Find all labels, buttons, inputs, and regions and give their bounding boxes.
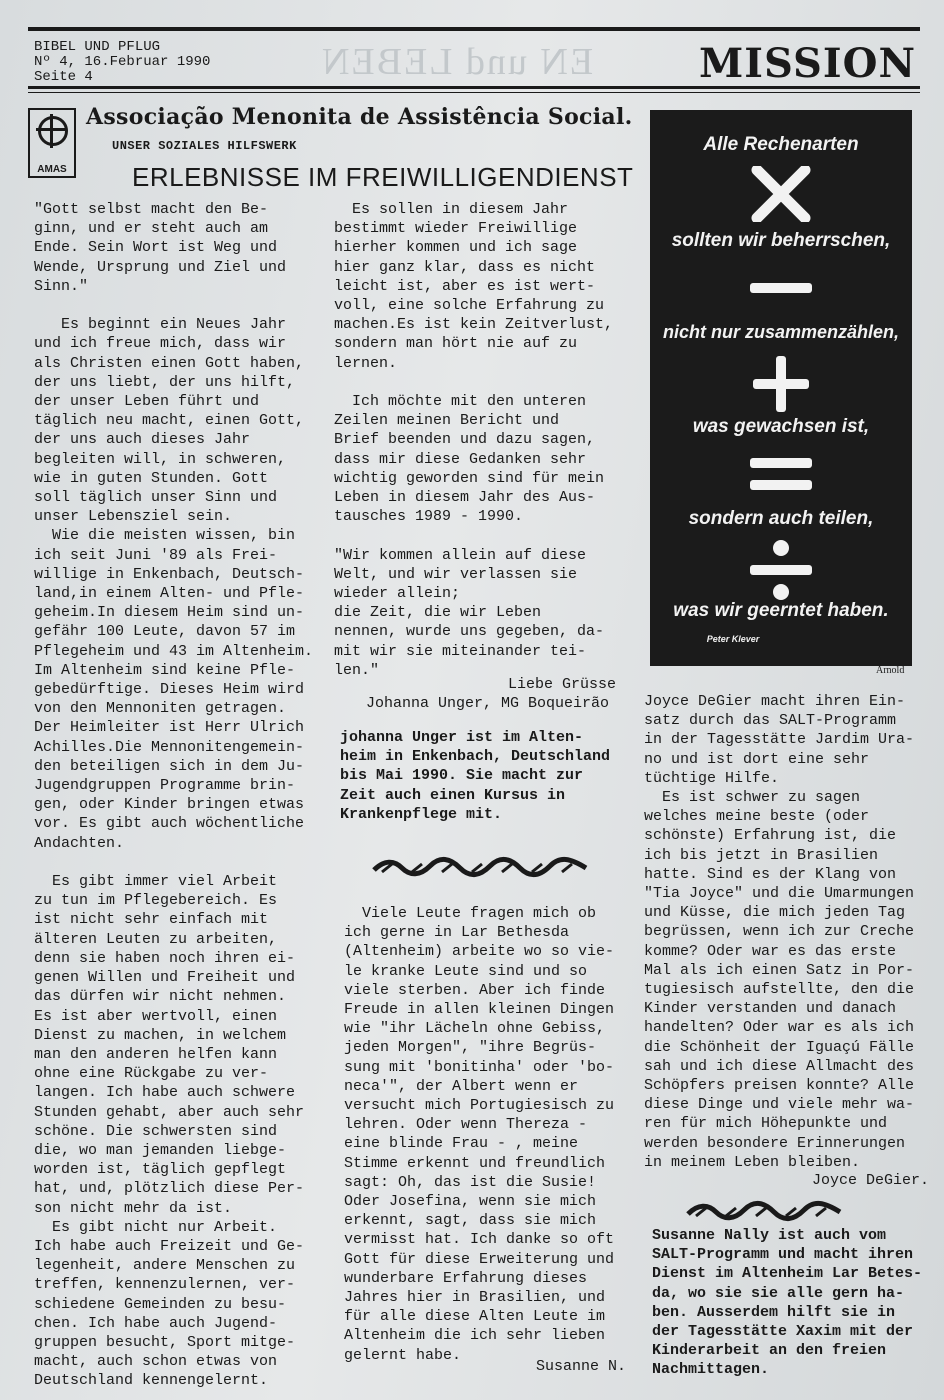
logo-text: AMAS	[37, 164, 67, 175]
text-line: len."	[334, 661, 380, 679]
top-rule	[28, 27, 920, 31]
text-line: Es ist aber wertvoll, einen	[34, 1007, 278, 1025]
column-2-note	[340, 728, 640, 824]
text-line: nennen, wurde uns gegeben, da-	[334, 623, 605, 641]
text-line: erkennt, sagt, dass sie mich	[344, 1212, 597, 1230]
text-line: werden besondere Erinnerungen	[644, 1134, 906, 1152]
text-line: und Küsse, die mich jeden Tag	[644, 904, 906, 922]
text-line: Dienst im Altenheim Lar Betes-	[652, 1265, 923, 1283]
text-line: neca'", der Albert wenn er	[344, 1077, 579, 1095]
text-line: Joyce DeGier macht ihren Ein-	[644, 693, 906, 710]
text-line: Oder Josefina, wenn sie mich	[344, 1193, 597, 1211]
text-line: wie in guten Stunden. Gott	[34, 469, 269, 487]
text-line: SALT-Programm und macht ihren	[652, 1246, 914, 1264]
text-line: viele sterben. Aber ich finde	[344, 981, 606, 999]
text-line: handelten? Oder war es als ich	[644, 1019, 915, 1037]
text-line: "Tia Joyce" und die Umarmungen	[644, 885, 915, 903]
equals-icon	[748, 454, 814, 494]
amas-logo	[28, 108, 76, 178]
text-line: Mal als ich einen Satz in Por-	[644, 961, 915, 979]
squiggle-divider-icon	[372, 856, 588, 880]
text-line: sondern man hört nie auf zu	[334, 335, 578, 353]
text-line: Zeilen meinen Bericht und	[334, 412, 560, 430]
text-line: bestimmt wieder Freiwillige	[334, 220, 578, 238]
signoff-greeting: Liebe Grüsse	[508, 676, 617, 693]
text-line: Ende. Sein Wort ist Weg und	[34, 239, 278, 257]
text-line: der uns auch dieses Jahr	[34, 431, 251, 449]
text-line: Leben in diesem Jahr des Aus-	[334, 489, 596, 507]
text-line: der unser Leben führt und	[34, 393, 260, 411]
text-line: Zeit auch einen Kursus in	[340, 786, 566, 804]
signoff-joyce: Joyce DeGier.	[812, 1172, 930, 1189]
text-line: Es gibt nicht nur Arbeit.	[34, 1218, 278, 1236]
poster-line-3: nicht nur zusammenzählen,	[662, 322, 900, 342]
text-line: Es ist schwer zu sagen	[644, 789, 861, 807]
text-line: ich seit Juni '89 als Frei-	[34, 546, 278, 564]
column-1	[34, 200, 334, 1391]
text-line: Kinderarbeit an den freien	[652, 1342, 887, 1360]
text-line: Der Heimleiter ist Herr Ulrich	[34, 719, 305, 737]
text-line: den beteiligen sich in dem Ju-	[34, 757, 305, 775]
text-line: ich gerne in Lar Bethesda	[344, 924, 570, 942]
organization-subtitle: UNSER SOZIALES HILFSWERK	[112, 139, 297, 153]
text-line: welches meine beste (oder	[644, 808, 870, 826]
text-line: Welt, und wir verlassen sie	[334, 565, 578, 583]
squiggle-divider-2-icon	[686, 1200, 842, 1224]
text-line: treffen, kennenzulernen, ver-	[34, 1276, 296, 1294]
text-line: gebedürftige. Dieses Heim wird	[34, 681, 305, 699]
text-line: voll, eine solche Erfahrung zu	[334, 297, 605, 315]
text-line: vermisst hat. Ich danke so oft	[344, 1231, 615, 1249]
text-line: johanna Unger ist im Alten-	[340, 729, 584, 746]
column-2-story	[344, 904, 644, 1365]
text-line: ren für mich Höhepunkte und	[644, 1115, 888, 1133]
text-line: ben. Ausserdem hilft sie in	[652, 1303, 896, 1321]
section-title: MISSION	[699, 40, 916, 87]
text-line: der Tagesstätte Xaxim mit der	[652, 1323, 914, 1341]
poster-line-1: Alle Rechenarten	[703, 134, 859, 155]
text-line: Krankenpflege mit.	[340, 805, 503, 823]
text-line: ist nicht sehr einfach mit	[34, 911, 269, 929]
minus-icon	[748, 280, 814, 296]
text-line: worden ist, täglich gepflegt	[34, 1161, 287, 1179]
text-line: älteren Leuten zu arbeiten,	[34, 930, 278, 948]
text-line: Stimme erkennt und freundlich	[344, 1154, 606, 1172]
text-line: hatte. Sind es der Klang von	[644, 865, 897, 883]
text-line: die Schönheit der Iguaçú Fälle	[644, 1038, 915, 1056]
text-line: "Wir kommen allein auf diese	[334, 546, 587, 564]
logo-cross-bar	[36, 128, 66, 131]
text-line: unser Lebensziel sein.	[34, 508, 233, 526]
text-line: hier ganz klar, dass es nicht	[334, 258, 596, 276]
text-line: denn sie haben noch ihren ei-	[34, 949, 296, 967]
text-line: Jugendgruppen Programme brin-	[34, 777, 296, 795]
column-3-joyce	[644, 692, 934, 1172]
text-line: in meinem Leben bleiben.	[644, 1153, 861, 1171]
text-line: sah und ich diese Allmacht des	[644, 1057, 915, 1075]
plus-icon	[751, 354, 811, 414]
text-line: Pflegeheim und 43 im Altenheim.	[34, 642, 314, 660]
text-line: hierher kommen und ich sage	[334, 239, 578, 257]
column-3-susanne	[652, 1226, 942, 1380]
text-line: schönste) Erfahrung ist, die	[644, 827, 897, 845]
text-line: eine blinde Frau - , meine	[344, 1135, 579, 1153]
text-line	[34, 296, 334, 315]
text-line: heim in Enkenbach, Deutschland	[340, 748, 611, 766]
text-line: Achilles.Die Mennonitengemein-	[34, 738, 305, 756]
text-line: langen. Ich habe auch schwere	[34, 1084, 296, 1102]
text-line: geheim.In diesem Heim sind un-	[34, 604, 305, 622]
text-line: versucht mich Portugiesisch zu	[344, 1097, 615, 1115]
text-line: legenheit, andere Menschen zu	[34, 1257, 296, 1275]
text-line: schöne. Die schwersten sind	[34, 1122, 278, 1140]
text-line: ginn, und er steht auch am	[34, 220, 269, 238]
text-line: vor. Es gibt auch wöchentliche	[34, 815, 305, 833]
text-line: Viele Leute fragen mich ob	[344, 905, 597, 922]
logo-ring-icon	[38, 116, 68, 146]
text-line: Dienst zu machen, in welchem	[34, 1026, 287, 1044]
text-line: mit wir sie miteinander tei-	[334, 642, 587, 660]
signoff-susanne: Susanne N.	[536, 1358, 627, 1375]
text-line: chen. Ich habe auch Jugend-	[34, 1314, 278, 1332]
masthead-rule-thin	[28, 92, 920, 93]
text-line: ohne eine Rückgabe zu ver-	[34, 1065, 269, 1083]
text-line: Deutschland kennengelernt.	[34, 1372, 269, 1390]
text-line: man den anderen helfen kann	[34, 1045, 278, 1063]
text-line: macht, auch schon etwas von	[34, 1353, 278, 1371]
text-line: jeden Morgen", "ihre Begrüs-	[344, 1039, 597, 1057]
text-line: begleiten will, in schweren,	[34, 450, 287, 468]
text-line: Wie die meisten wissen, bin	[34, 527, 296, 545]
text-line: Altenheim die ich sehr lieben	[344, 1327, 606, 1345]
text-line: le kranke Leute sind und so	[344, 962, 588, 980]
text-line: sagt: Oh, das ist die Susie!	[344, 1173, 597, 1191]
text-line: "Gott selbst macht den Be-	[34, 201, 269, 218]
text-line: wie "ihr Lächeln ohne Gebiss,	[344, 1020, 606, 1038]
text-line: Schöpfers preisen konnte? Alle	[644, 1077, 915, 1095]
text-line: Es gibt immer viel Arbeit	[34, 873, 278, 891]
text-line: dass mir diese Gedanken sehr	[334, 450, 587, 468]
poster-line-5: sondern auch teilen,	[688, 508, 874, 529]
text-line: Ich habe auch Freizeit und Ge-	[34, 1237, 305, 1255]
text-line: Stunden gehabt, aber auch sehr	[34, 1103, 305, 1121]
text-line: der uns liebt, der uns hilft,	[34, 373, 296, 391]
publication-name: BIBEL UND PFLUG	[34, 39, 161, 55]
text-line: satz durch das SALT-Programm	[644, 712, 897, 730]
text-line: zu tun im Pflegebereich. Es	[34, 892, 278, 910]
text-line: gen, oder Kinder bringen etwas	[34, 796, 305, 814]
text-line: begrüssen, wenn ich zur Creche	[644, 923, 915, 941]
text-line: das dürfen wir nicht nehmen.	[34, 988, 287, 1006]
text-line: willige in Enkenbach, Deutsch-	[34, 565, 305, 583]
text-line: wichtig geworden sind für mein	[334, 469, 605, 487]
page-number: Seite 4	[34, 69, 93, 85]
text-line: Gott für diese Erweiterung und	[344, 1250, 615, 1268]
text-line: Ich möchte mit den unteren	[334, 393, 587, 411]
article-headline: ERLEBNISSE IM FREIWILLIGENDIENST	[132, 162, 634, 192]
text-line: gelernt habe.	[344, 1346, 462, 1364]
text-line	[34, 853, 334, 872]
text-line: (Altenheim) arbeite wo so vie-	[344, 943, 615, 961]
text-line: machen.Es ist kein Zeitverlust,	[334, 316, 614, 334]
text-line: Jahres hier in Brasilien, und	[344, 1289, 606, 1307]
bleed-through-text: EN und LEBEN	[320, 41, 594, 83]
text-line: und ich freue mich, dass wir	[34, 335, 287, 353]
organization-name: Associação Menonita de Assistência Social.	[86, 104, 633, 130]
text-line: leicht ist, aber es ist wert-	[334, 277, 596, 295]
poster-line-4: was gewachsen ist,	[692, 416, 870, 437]
text-line: von den Mennoniten getragen.	[34, 700, 287, 718]
logo-cross-icon	[50, 114, 53, 148]
multiply-icon	[751, 166, 811, 222]
text-line: soll täglich unser Sinn und	[34, 489, 278, 507]
text-line	[334, 373, 634, 392]
poster-line-2: sollten wir beherrschen,	[671, 230, 891, 251]
text-line: hat, und, plötzlich diese Per-	[34, 1180, 305, 1198]
text-line: Wende, Ursprung und Ziel und	[34, 258, 287, 276]
math-poster	[650, 110, 912, 666]
text-line: lernen.	[334, 354, 398, 372]
text-line: Im Altenheim sind keine Pfle-	[34, 661, 296, 679]
text-line: bis Mai 1990. Sie macht zur	[340, 767, 584, 785]
text-line: land,in einem Alten- und Pfle-	[34, 585, 305, 603]
text-line: gefähr 100 Leute, davon 57 im	[34, 623, 296, 641]
text-line: komme? Oder war es das erste	[644, 942, 897, 960]
signoff-author: Johanna Unger, MG Boqueirão	[366, 695, 610, 712]
text-line: Sinn."	[34, 277, 89, 295]
text-line: sung mit 'bonitinha' oder 'bo-	[344, 1058, 615, 1076]
text-line: gruppen besucht, Sport mitge-	[34, 1333, 296, 1351]
text-line: Es beginnt ein Neues Jahr	[34, 316, 287, 334]
text-line: wunderbare Erfahrung dieses	[344, 1269, 588, 1287]
issue-date: Nº 4, 16.Februar 1990	[34, 54, 211, 70]
poster-line-6: was wir geerntet haben.	[673, 600, 889, 621]
text-line: die Zeit, die wir Leben	[334, 604, 542, 622]
text-line: in der Tagesstätte Jardim Ura-	[644, 731, 915, 749]
poster-credit: Arnold	[876, 665, 905, 676]
text-line: tüchtige Hilfe.	[644, 769, 780, 787]
text-line: diese Dinge und viele mehr wa-	[644, 1096, 915, 1114]
text-line: ich bis jetzt in Brasilien	[644, 846, 879, 864]
text-line: die, wo man jemanden liebge-	[34, 1141, 287, 1159]
text-line: genen Willen und Freiheit und	[34, 969, 296, 987]
text-line: no und ist dort eine sehr	[644, 750, 870, 768]
text-line: Freude in allen kleinen Dingen	[344, 1001, 615, 1019]
text-line: Brief beenden und dazu sagen,	[334, 431, 596, 449]
text-line: Es sollen in diesem Jahr	[334, 201, 569, 218]
text-line: als Christen einen Gott haben,	[34, 354, 305, 372]
text-line: für alle diese Alten Leute im	[344, 1308, 606, 1326]
masthead	[34, 40, 210, 85]
text-line: Susanne Nally ist auch vom	[652, 1227, 887, 1244]
text-line: täglich neu macht, einen Gott,	[34, 412, 305, 430]
text-line: wieder allein;	[334, 585, 461, 603]
text-line	[334, 526, 634, 545]
text-line: Andachten.	[34, 834, 125, 852]
text-line: Kinder verstanden und danach	[644, 1000, 897, 1018]
text-line: lehren. Oder wenn Thereza -	[344, 1116, 588, 1134]
poster-author: Peter Klever	[706, 634, 760, 644]
text-line: Nachmittagen.	[652, 1361, 770, 1379]
text-line: son nicht mehr da ist.	[34, 1199, 233, 1217]
divide-icon	[748, 538, 814, 602]
text-line: tugiesisch aufstellte, den die	[644, 981, 915, 999]
text-line: schiedene Gemeinden zu besu-	[34, 1295, 287, 1313]
text-line: da, wo sie sie alle gern ha-	[652, 1284, 905, 1302]
text-line: tausches 1989 - 1990.	[334, 508, 524, 526]
column-2-letter	[334, 200, 634, 680]
